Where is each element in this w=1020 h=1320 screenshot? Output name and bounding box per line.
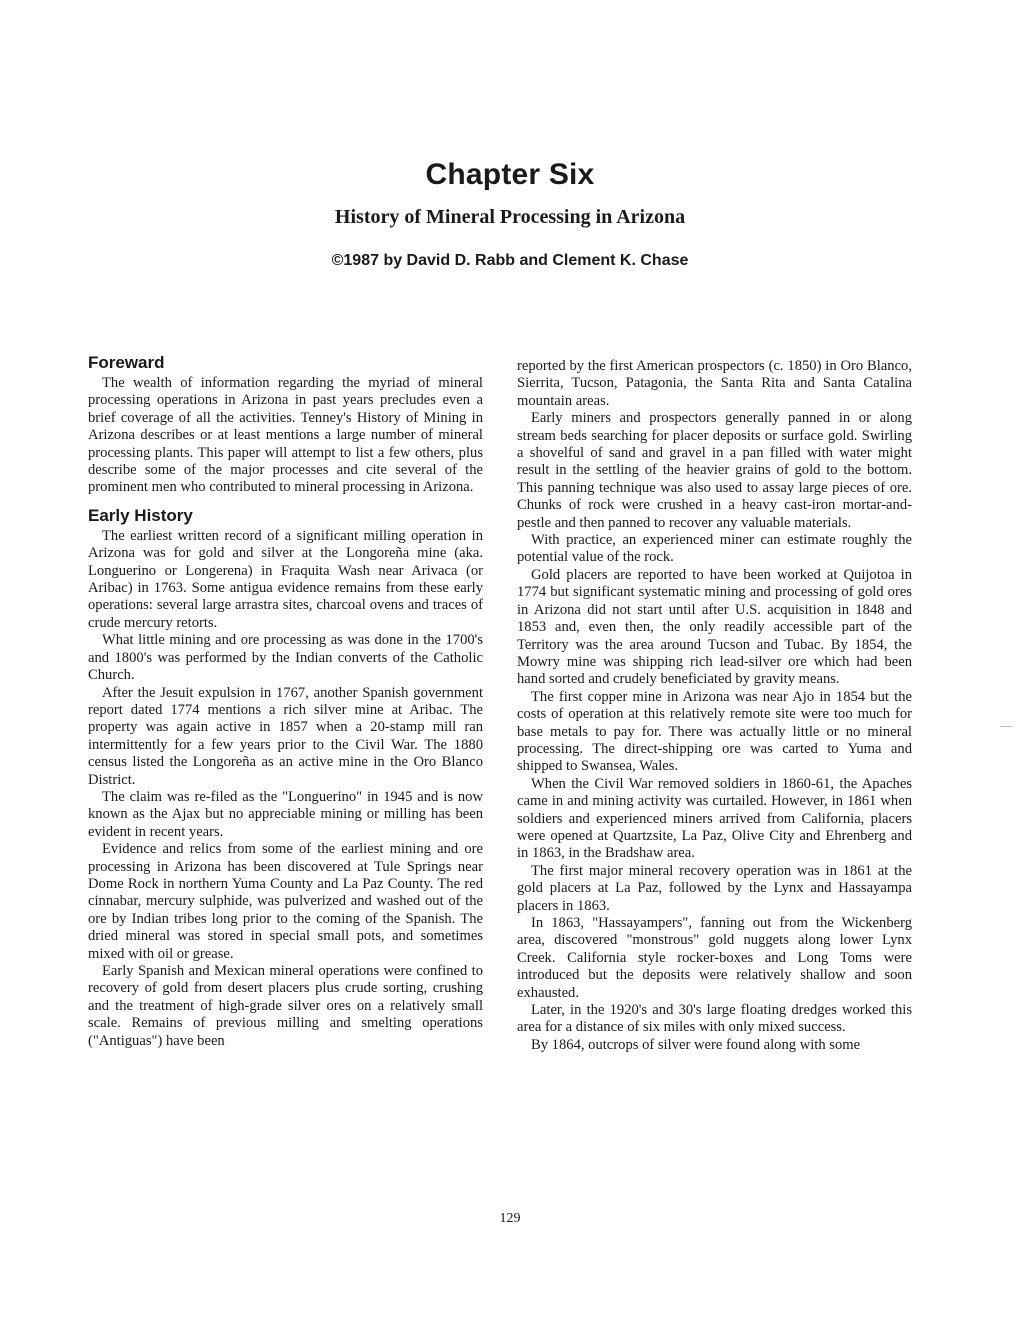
scan-edge-mark (1000, 726, 1012, 727)
paragraph: The first copper mine in Arizona was near Ajo in 1854 but the costs of operation at this relatively remote site were too much for base metals to pay for. There was actually little or no mineral processing. The direct-shipping ore was carted to Yuma and shipped to Swansea, Wales. (517, 688, 912, 775)
paragraph: After the Jesuit expulsion in 1767, another Spanish government report dated 1774 mentions a rich silver mine at Aribac. The property was again active in 1857 when a 20-stamp mill ran intermittently for a few years prior to the Civil War. The 1880 census listed the Longoreña as an active mine in the Oro Blanco District. (88, 684, 483, 788)
page-number: 129 (499, 1211, 521, 1226)
copyright-line: ©1987 by David D. Rabb and Clement K. Chase (331, 252, 689, 269)
continued-paragraph: reported by the first American prospectors (c. 1850) in Oro Blanco, Sierrita, Tucson, Patagonia, the Santa Rita and Santa Catalina mountain areas. (517, 358, 912, 409)
chapter-subtitle: History of Mineral Processing in Arizona (334, 206, 686, 228)
early-history-heading: Early History (88, 505, 193, 525)
paragraph: The wealth of information regarding the myriad of mineral processing operations in Arizona in past years precludes even a brief coverage of all the activities. Tenney's History of Mining in Arizona describes or at least mentions a large number of mineral processing plants. This paper will attempt to list a few others, plus describe some of the major processes and cite several of the prominent men who contributed to mineral processing in Arizona. (88, 375, 483, 496)
paragraph: When the Civil War removed soldiers in 1860-61, the Apaches came in and mining activity was curtailed. However, in 1861 when soldiers and experienced miners arrived from California, placers were opened at Quartzsite, La Paz, Olive City and Ehrenberg and in 1863, in the Bradshaw area. (517, 775, 912, 862)
paragraph: Later, in the 1920's and 30's large floating dredges worked this area for a distance of six miles with only mixed success. (517, 1002, 912, 1036)
paragraph: The earliest written record of a significant milling operation in Arizona was for gold and silver at the Longoreña mine (aka. Longuerino or Longerena) in Fraquita Wash near Arivaca (or Aribac) in 1763. Some antigua evidence remains from these early operations: several large arrastra sites, charcoal ovens and traces of crude mercury retorts. (88, 527, 483, 631)
right-column (517, 358, 912, 1054)
foreward-heading: Foreward (88, 353, 165, 372)
paragraph: The first major mineral recovery operation was in 1861 at the gold placers at La Paz, followed by the Lynx and Hassayampa placers in 1863. (517, 862, 912, 914)
chapter-title: Chapter Six (425, 158, 595, 191)
paragraph: Early Spanish and Mexican mineral operations were confined to recovery of gold from desert placers plus crude sorting, crushing and the treatment of high-grade silver ores on a relatively small scale. Remains of previous milling and smelting operations ("Antiguas") have been (88, 963, 483, 1049)
paragraph: What little mining and ore processing as was done in the 1700's and 1800's was performed by the Indian converts of the Catholic Church. (88, 632, 483, 684)
paragraph: Evidence and relics from some of the earliest mining and ore processing in Arizona has been discovered at Tule Springs near Dome Rock in northern Yuma County and La Paz County. The red cinnabar, mercury sulphide, was pulverized and washed out of the ore by Indian tribes long prior to the coming of the Spanish. The dried mineral was stored in special small pots, and sometimes mixed with oil or grease. (88, 841, 483, 962)
left-column (88, 352, 483, 1050)
paragraph: The claim was re-filed as the "Longuerino" in 1945 and is now known as the Ajax but no appreciable mining or milling has been evident in recent years. (88, 788, 483, 840)
paragraph: With practice, an experienced miner can estimate roughly the potential value of the rock. (517, 532, 912, 566)
paragraph: Early miners and prospectors generally panned in or along stream beds searching for placer deposits or surface gold. Swirling a shovelful of sand and gravel in a pan filled with water might result in the settling of the heavier grains of gold to the bottom. This panning technique was also used to assay large pieces of ore. Chunks of rock were crushed in a heavy cast-iron mortar-and-pestle and then panned to recover any valuable materials. (517, 410, 912, 531)
paragraph: Gold placers are reported to have been worked at Quijotoa in 1774 but significant systematic mining and processing of gold ores in Arizona did not start until after U.S. acquisition in 1848 and 1853 and, even then, the only readily accessible part of the Territory was the area around Tucson and Tubac. By 1854, the Mowry mine was shipping rich lead-silver ore which had been hand sorted and crudely beneficiated by gravity means. (517, 566, 912, 688)
paragraph: By 1864, outcrops of silver were found along with some (531, 1036, 861, 1053)
paragraph: In 1863, "Hassayampers", fanning out from the Wickenberg area, discovered "monstrous" gold nuggets along lower Lynx Creek. California style rocker-boxes and Long Toms were introduced but the deposits were relatively shallow and soon exhausted. (517, 915, 912, 1001)
